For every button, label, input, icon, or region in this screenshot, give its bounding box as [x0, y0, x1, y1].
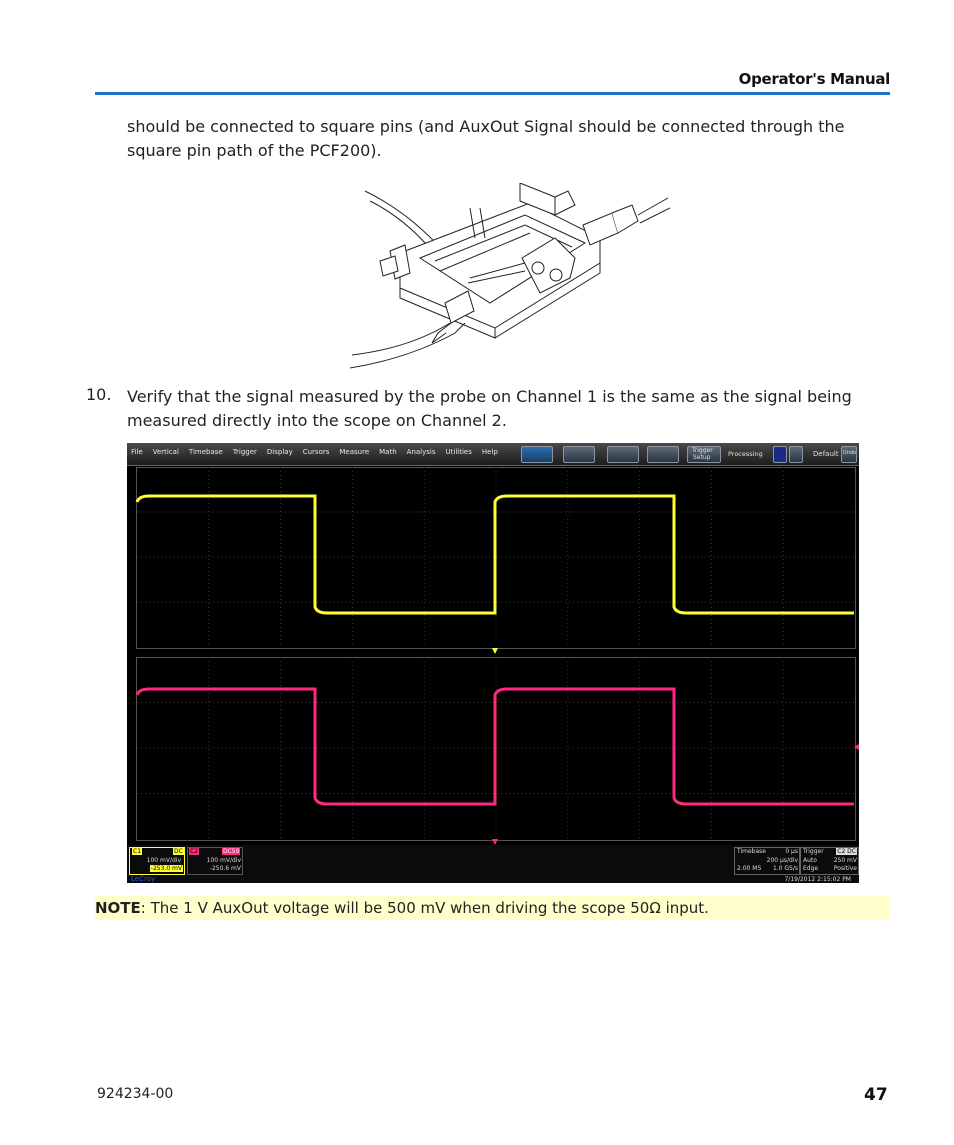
trigger-setup-button[interactable]: Trigger Setup — [687, 446, 721, 463]
header-rule — [95, 92, 890, 95]
scope-datetime: 7/19/2012 2:15:02 PM — [784, 876, 851, 883]
processing-label: Processing — [728, 450, 763, 458]
menu-trigger[interactable]: Trigger — [232, 448, 257, 456]
ch2-descriptor[interactable]: C2 DC50 100 mV/div -250.6 mV — [187, 847, 243, 875]
ch1-descriptor[interactable]: C1 DC 100 mV/div -253.0 mV — [129, 847, 185, 875]
note-box — [95, 896, 890, 920]
step-number: 10. — [86, 385, 112, 404]
scope-bottom-bar — [127, 845, 859, 883]
note-text: : The 1 V AuxOut voltage will be 500 mV when driving the scope 50Ω input. — [140, 899, 709, 917]
menu-measure[interactable]: Measure — [339, 448, 370, 456]
trigger-level-marker — [854, 744, 859, 750]
page-number: 47 — [864, 1085, 888, 1105]
menu-help[interactable]: Help — [481, 448, 498, 456]
undo-button[interactable]: Undo — [841, 446, 857, 463]
default-button[interactable]: Default — [813, 450, 839, 458]
menu-vertical[interactable]: Vertical — [152, 448, 179, 456]
menu-display[interactable]: Display — [266, 448, 293, 456]
pcf200-fixture-illustration — [350, 183, 670, 378]
ch2-waveform — [137, 689, 854, 804]
menu-file[interactable]: File — [131, 448, 143, 456]
paragraph-1: should be connected to square pins (and AuxOut Signal should be connected through the square pin path of the PCF200). — [127, 117, 845, 160]
doc-number: 924234-00 — [97, 1086, 174, 1102]
note-label: NOTE — [95, 899, 141, 917]
menu-cursors[interactable]: Cursors — [302, 448, 330, 456]
oscilloscope-screenshot — [127, 443, 859, 883]
step-text: Verify that the signal measured by the probe on Channel 1 is the same as the signal being measured directly into the scope on Channel 2. — [127, 387, 852, 430]
menu-analysis[interactable]: Analysis — [406, 448, 436, 456]
timebase-descriptor[interactable]: Timebase 0 µs 200 µs/div 2.00 MS 1.0 GS/s — [734, 847, 800, 875]
menu-math[interactable]: Math — [379, 448, 397, 456]
lecroy-logo: LeCroy — [131, 875, 156, 883]
menu-utilities[interactable]: Utilities — [445, 448, 472, 456]
trigger-descriptor[interactable]: Trigger C2 DC Auto 250 mV Edge Positive — [800, 847, 859, 875]
header-title: Operator's Manual — [738, 70, 890, 88]
ch1-trigger-marker — [492, 648, 498, 654]
ch1-waveform — [137, 496, 854, 613]
scope-waveforms — [127, 443, 859, 845]
menu-timebase[interactable]: Timebase — [188, 448, 223, 456]
